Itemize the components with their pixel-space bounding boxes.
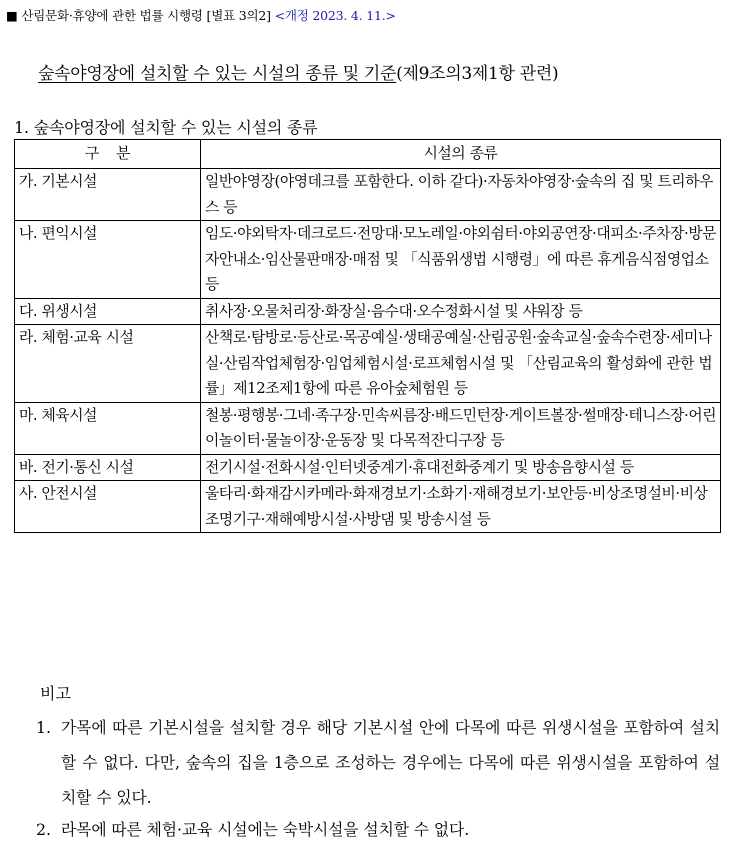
note-number: 1.: [36, 718, 51, 737]
table-row: [15, 454, 721, 481]
row-category: 가. 기본시설: [15, 169, 201, 221]
row-category: 라. 체험·교육 시설: [15, 325, 201, 403]
note-item: [36, 812, 720, 847]
title-main: 숲속야영장에 설치할 수 있는 시설의 종류 및 기준: [38, 64, 397, 84]
row-category: 사. 안전시설: [15, 481, 201, 533]
table-row: [15, 402, 721, 454]
note-text: 가목에 따른 기본시설을 설치할 경우 해당 기본시설 안에 다목에 따른 위생시설을 포함하여 설치할 수 없다. 다만, 숲속의 집을 1층으로 조성하는 경우에는 다목에 따른 위생시설을 포함하여 설치할 수 있다.: [61, 718, 720, 807]
square-marker-icon: ■: [6, 8, 18, 23]
row-facilities: 취사장·오물처리장·화장실·음수대·오수정화시설 및 샤워장 등: [201, 298, 721, 325]
column-header-facilities: 시설의 종류: [201, 140, 721, 169]
law-reference: 산림문화·휴양에 관한 법률 시행령 [별표 3의2]: [21, 8, 271, 23]
note-item: [36, 710, 720, 815]
row-facilities: 산책로·탐방로·등산로·목공예실·생태공예실·산림공원·숲속교실·숲속수련장·세미나실·산림작업체험장·임업체험시설·로프체험시설 및 「산림교육의 활성화에 관한 법률」제12조제1항에 따른 유아숲체험원 등: [201, 325, 721, 403]
title-related: (제9조의3제1항 관련): [396, 64, 559, 84]
row-facilities: 철봉·평행봉·그네·족구장·민속씨름장·배드민턴장·게이트볼장·썰매장·테니스장·어린이놀이터·물놀이장·운동장 및 다목적잔디구장 등: [201, 402, 721, 454]
row-facilities: 임도·야외탁자·데크로드·전망대·모노레일·야외쉼터·야외공연장·대피소·주차장·방문자안내소·임산물판매장·매점 및 「식품위생법 시행령」에 따른 휴게음식점영업소 등: [201, 221, 721, 299]
table-row: [15, 169, 721, 221]
notes-label: 비고: [40, 684, 71, 703]
row-facilities: 일반야영장(야영데크를 포함한다. 이하 같다)·자동차야영장·숲속의 집 및 트리하우스 등: [201, 169, 721, 221]
table-row: [15, 221, 721, 299]
row-category: 바. 전기·통신 시설: [15, 454, 201, 481]
amendment-date-link[interactable]: <개정 2023. 4. 11.>: [274, 8, 396, 23]
row-category: 다. 위생시설: [15, 298, 201, 325]
facilities-table: [14, 139, 721, 533]
section-heading: 1. 숲속야영장에 설치할 수 있는 시설의 종류: [14, 118, 318, 137]
table-row: [15, 325, 721, 403]
row-facilities: 전기시설·전화시설·인터넷중계기·휴대전화중계기 및 방송음향시설 등: [201, 454, 721, 481]
table-header-row: [15, 140, 721, 169]
page-title: [38, 59, 558, 84]
note-number: 2.: [36, 820, 51, 839]
table-row: [15, 298, 721, 325]
row-facilities: 울타리·화재감시카메라·화재경보기·소화기·재해경보기·보안등·비상조명설비·비상조명기구·재해예방시설·사방댐 및 방송시설 등: [201, 481, 721, 533]
row-category: 나. 편익시설: [15, 221, 201, 299]
row-category: 마. 체육시설: [15, 402, 201, 454]
document-header: [6, 6, 396, 24]
table-row: [15, 481, 721, 533]
column-header-category: 구 분: [15, 140, 201, 169]
note-text: 라목에 따른 체험·교육 시설에는 숙박시설을 설치할 수 없다.: [61, 820, 470, 839]
